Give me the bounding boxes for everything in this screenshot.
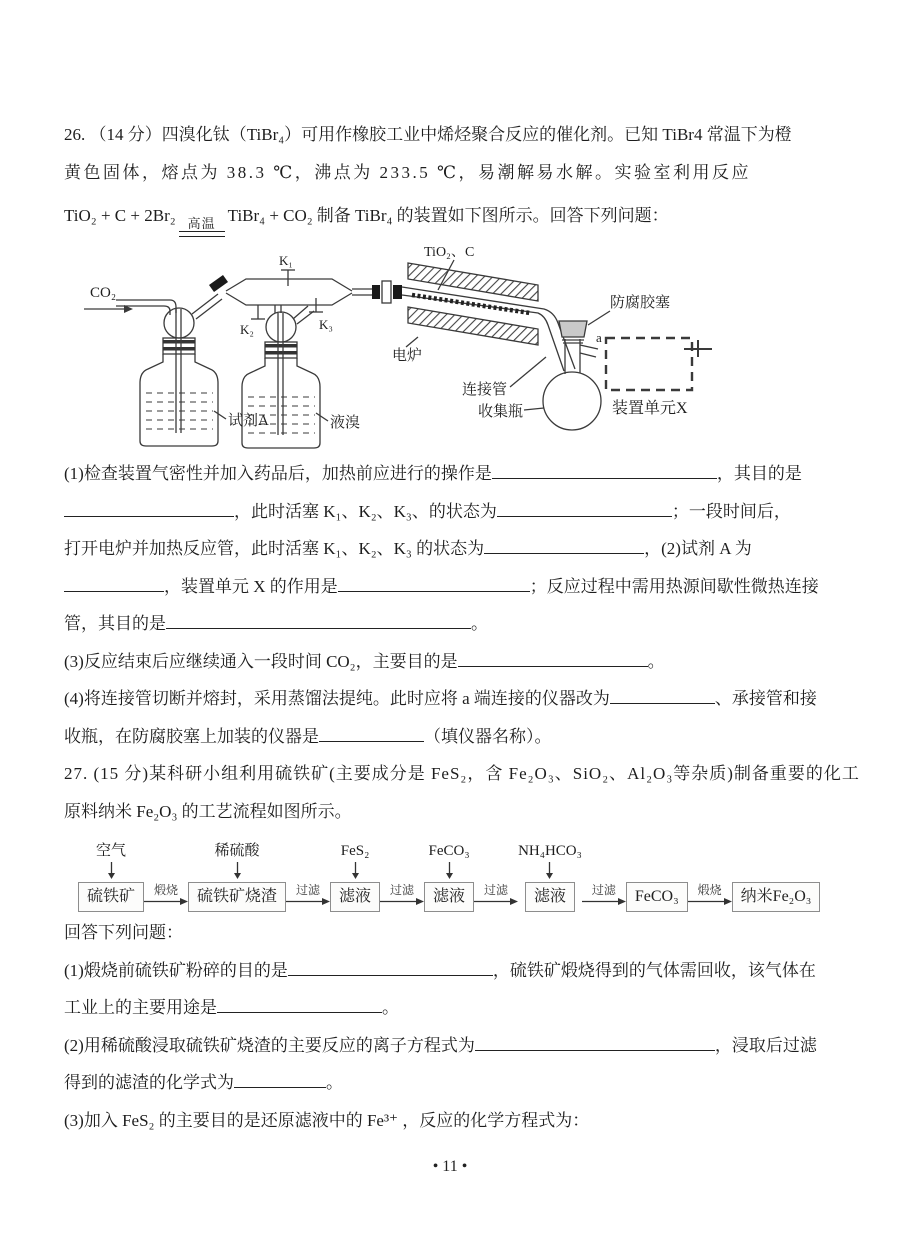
- answer-blank: [64, 498, 234, 516]
- right-arrow-icon: [286, 897, 330, 906]
- flow-step-label: 过滤: [484, 883, 509, 897]
- text-segment: ，浸取后过滤: [714, 1035, 817, 1055]
- label-point-a: a: [596, 330, 602, 345]
- right-arrow-icon: [582, 897, 626, 906]
- flow-step-label: 过滤: [296, 883, 321, 897]
- label-co2: CO₂: [90, 285, 117, 301]
- flow-arrow: [144, 883, 188, 906]
- label-k1: K₁: [279, 253, 293, 268]
- q26-p3-line: [64, 643, 840, 681]
- flow-box: 硫铁矿: [78, 882, 144, 912]
- text-segment: 回答下列问题：: [64, 923, 183, 942]
- q26-p1-line2: [64, 493, 840, 531]
- q26-p2-line2: [64, 605, 840, 643]
- equation-lhs: TiO₂ + C + 2Br₂: [64, 206, 176, 225]
- answer-blank: [288, 957, 493, 975]
- right-arrow-icon: [380, 897, 424, 906]
- text-segment: 。: [647, 651, 665, 671]
- text-segment: ；反应过程中需用热源间歇性微热连接: [529, 576, 819, 596]
- label-collecting-flask: 收集瓶: [478, 404, 524, 420]
- flow-stage: [78, 842, 144, 912]
- flow-input-label: NH₄HCO₃: [518, 843, 582, 859]
- tube-connector: [372, 281, 402, 303]
- flow-input-label: FeS₂: [340, 843, 370, 859]
- right-arrow-icon: [474, 897, 518, 906]
- text-segment: 、承接管和接: [714, 689, 817, 708]
- equation-rhs: TiBr₄ + CO₂: [227, 206, 313, 225]
- right-arrow-icon: [144, 897, 188, 906]
- label-tube-contents: TiO₂、C: [424, 245, 475, 260]
- text-segment: ，装置单元 X 的作用是: [164, 576, 338, 596]
- flow-arrow: [582, 883, 626, 906]
- q27-answer-prompt: [64, 914, 840, 952]
- text-segment: 。: [471, 614, 488, 633]
- answer-blank: [166, 611, 471, 629]
- answer-blank: [64, 573, 164, 591]
- down-arrow-icon: [107, 862, 116, 880]
- q26-p1-line3: [64, 530, 840, 568]
- answer-blank: [497, 498, 672, 516]
- page-number: • 11 •: [432, 1158, 468, 1175]
- q27-intro-line1: [64, 755, 860, 793]
- flow-input-label: 空气: [96, 843, 127, 859]
- text-segment: (3)反应结束后应继续通入一段时间 CO₂，主要目的是: [64, 651, 458, 671]
- rubber-joint: [209, 275, 228, 292]
- text-segment: ，硫铁矿煅烧得到的气体需回收，该气体在: [492, 960, 816, 980]
- q27-p3-line: [64, 1102, 840, 1140]
- text-segment: （填仪器名称）。: [424, 726, 552, 746]
- flow-stage: [188, 842, 286, 912]
- label-furnace: 电炉: [392, 348, 423, 364]
- liquid-level-lines: [146, 393, 213, 429]
- flow-step-label: 煅烧: [697, 883, 722, 897]
- flow-stage: [518, 842, 582, 912]
- q26-p4-line1: [64, 680, 840, 718]
- q27-intro-line2: [64, 793, 840, 831]
- text-segment: 收瓶，在防腐胶塞上加装的仪器是: [64, 726, 319, 746]
- text-segment: (2)用稀硫酸浸取硫铁矿烧渣的主要反应的离子方程式为: [64, 1035, 475, 1055]
- answer-blank: [610, 686, 715, 704]
- down-arrow-icon: [351, 862, 360, 880]
- answer-blank: [492, 461, 717, 479]
- answer-blank: [234, 1070, 326, 1088]
- equation-condition: [179, 217, 225, 237]
- answer-blank: [319, 723, 424, 741]
- flow-box: 滤液: [424, 882, 474, 912]
- text-segment: 。: [326, 1073, 343, 1092]
- text-segment: (3)加入 FeS₂ 的主要目的是还原滤液中的 Fe³⁺ ，反应的化学方程式为：: [64, 1110, 590, 1130]
- anticorrosion-stopper: [559, 321, 587, 337]
- answer-blank: [475, 1032, 715, 1050]
- text-segment: ；一段时间后，: [671, 501, 791, 521]
- text-segment: 打开电炉并加热反应管，此时活塞 K₁、K₂、K₃ 的状态为: [64, 539, 485, 558]
- flow-box: FeCO₃: [626, 882, 688, 912]
- flow-box: 滤液: [525, 882, 575, 912]
- down-arrow-icon: [445, 862, 454, 880]
- flow-arrow: [286, 883, 330, 906]
- answer-blank: [338, 573, 530, 591]
- flow-step-label: 煅烧: [154, 883, 179, 897]
- flow-stage: [732, 882, 821, 912]
- flow-box: 滤液: [330, 882, 380, 912]
- down-arrow-icon: [233, 862, 242, 880]
- text-segment: 得到的滤渣的化学式为: [64, 1073, 234, 1092]
- flow-arrow: [380, 883, 424, 906]
- flow-arrow: [688, 883, 732, 906]
- flow-step-label: 过滤: [390, 883, 415, 897]
- apparatus-diagram: [76, 243, 866, 451]
- unit-x-box: [606, 338, 712, 390]
- equation-tail-text: 制备 TiBr₄ 的装置如下图所示。回答下列问题：: [316, 206, 669, 225]
- q27-p1-line2: [64, 989, 840, 1027]
- q26-p1-line1: [64, 455, 840, 493]
- text-segment: 。: [382, 998, 399, 1017]
- down-arrow-icon: [545, 862, 554, 880]
- text-segment: 管，其目的是: [64, 614, 166, 633]
- text-segment: 工业上的主要用途是: [64, 998, 217, 1017]
- process-flowchart: [78, 842, 840, 912]
- answer-blank: [484, 536, 644, 554]
- gas-washing-bottle-1: [140, 308, 226, 446]
- label-k2: K₂: [240, 322, 254, 337]
- q26-reaction-equation: [64, 201, 840, 237]
- right-arrow-icon: [688, 897, 732, 906]
- equation-double-bar: [179, 231, 225, 237]
- flow-input-label: FeCO₃: [428, 843, 470, 859]
- text-segment: ，此时活塞 K₁、K₂、K₃、的状态为: [234, 501, 497, 521]
- flow-stage: [424, 842, 474, 912]
- text-segment: 27. (15 分)某科研小组利用硫铁矿(主要成分是 FeS₂，含 Fe₂O₃、SiO₂、Al₂O₃等杂质)制备重要的化工: [64, 764, 860, 783]
- label-unit-x: 装置单元X: [612, 400, 688, 417]
- flow-step-label: 过滤: [591, 883, 616, 897]
- label-connecting-tube: 连接管: [462, 382, 508, 398]
- label-reagent-a: 试剂A: [228, 413, 269, 429]
- flow-stage: [330, 842, 380, 912]
- text-segment: (1)检查装置气密性并加入药品后，加热前应进行的操作是: [64, 464, 492, 483]
- text-segment: ，其目的是: [716, 464, 802, 483]
- flow-input-label: 稀硫酸: [214, 843, 260, 859]
- text-segment: (1)煅烧前硫铁矿粉碎的目的是: [64, 960, 288, 980]
- q26-p4-line2: [64, 718, 840, 756]
- flow-box: 纳米Fe₂O₃: [732, 882, 821, 912]
- label-k3: K₃: [319, 317, 333, 332]
- q27-p2-line2: [64, 1064, 840, 1102]
- text-segment: ，(2)试剂 A 为: [644, 539, 752, 558]
- q26-intro-line2: [64, 154, 840, 192]
- label-stopper: 防腐胶塞: [610, 295, 671, 311]
- q27-p1-line1: [64, 952, 840, 990]
- answer-blank: [458, 648, 648, 666]
- q26-p2-line1: [64, 568, 840, 606]
- q26-intro-line1: [64, 116, 840, 154]
- label-liquid-bromine: 液溴: [330, 415, 361, 431]
- text-segment: (4)将连接管切断并熔封，采用蒸馏法提纯。此时应将 a 端连接的仪器改为: [64, 689, 610, 708]
- manifold: [226, 270, 352, 319]
- q27-p2-line1: [64, 1027, 840, 1065]
- answer-blank: [217, 995, 382, 1013]
- flow-box: 硫铁矿烧渣: [188, 882, 286, 912]
- flow-arrow: [474, 883, 518, 906]
- equation-condition-text: 高温: [187, 216, 216, 231]
- text-segment: 26. （14 分）四溴化钛（TiBr₄）可用作橡胶工业中烯烃聚合反应的催化剂。已知 TiBr4 常温下为橙: [64, 125, 792, 144]
- text-segment: 原料纳米 Fe₂O₃ 的工艺流程如图所示。: [64, 801, 352, 821]
- flow-stage: [626, 882, 688, 912]
- text-segment: 黄色固体，熔点为 38.3 ℃，沸点为 233.5 ℃，易潮解易水解。实验室利用反应: [64, 162, 752, 182]
